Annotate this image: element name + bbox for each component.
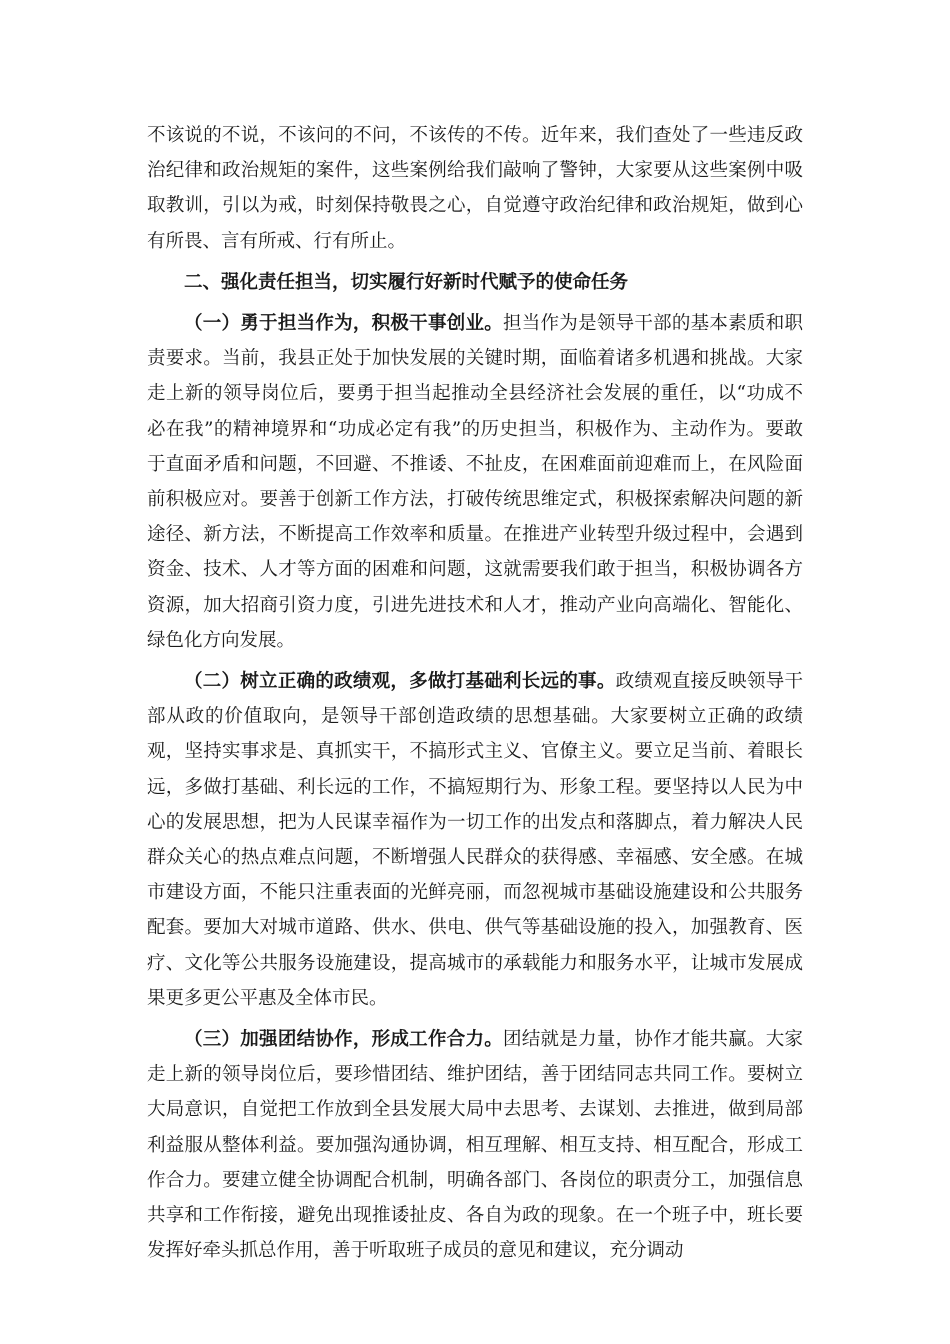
paragraph-intro: 不该说的不说，不该问的不问，不该传的不传。近年来，我们查处了一些违反政治纪律和政治规矩的案件，这些案例给我们敲响了警钟，大家要从这些案例中吸取教训，引以为戒，时刻保持敬畏之心，自觉遵守政治纪律和政治规矩，做到心有所畏、言有所戒、行有所止。 [147, 125, 803, 252]
item-2-heading: （二）树立正确的政绩观，多做打基础利长远的事。 [184, 671, 616, 693]
item-1-body: 担当作为是领导干部的基本素质和职责要求。当前，我县正处于加快发展的关键时期，面临着诸多机遇和挑战。大家走上新的领导岗位后，要勇于担当起推动全县经济社会发展的重任，以“功成不必在我”的精神境界和“功成必定有我”的历史担当，积极作为、主动作为。要敢于直面矛盾和问题，不回避、不推诿、不扯皮，在困难面前迎难而上，在风险面前积极应对。要善于创新工作方法，打破传统思维定式，积极探索解决问题的新途径、新方法，不断提高工作效率和质量。在推进产业转型升级过程中，会遇到资金、技术、人才等方面的困难和问题，这就需要我们敢于担当，积极协调各方资源，加大招商引资力度，引进先进技术和人才，推动产业向高端化、智能化、绿色化方向发展。 [147, 313, 803, 651]
item-3-heading: （三）加强团结协作，形成工作合力。 [184, 1029, 504, 1051]
item-1-heading: （一）勇于担当作为，积极干事创业。 [184, 313, 504, 335]
section-heading: 二、强化责任担当，切实履行好新时代赋予的使命任务 [184, 271, 629, 293]
paragraph-item-1 [147, 306, 803, 658]
document-page [147, 118, 803, 1269]
item-3-body: 团结就是力量，协作才能共赢。大家走上新的领导岗位后，要珍惜团结、维护团结，善于团结同志共同工作。要树立大局意识，自觉把工作放到全县发展大局中去思考、去谋划、去推进，做到局部利益服从整体利益。要加强沟通协调，相互理解、相互支持、相互配合，形成工作合力。要建立健全协调配合机制，明确各部门、各岗位的职责分工，加强信息共享和工作衔接，避免出现推诿扯皮、各自为政的现象。在一个班子中，班长要发挥好牵头抓总作用，善于听取班子成员的意见和建议，充分调动 [147, 1029, 803, 1262]
paragraph-item-3 [147, 1022, 803, 1268]
paragraph-item-2 [147, 664, 803, 1016]
item-2-body: 政绩观直接反映领导干部从政的价值取向，是领导干部创造政绩的思想基础。大家要树立正确的政绩观，坚持实事求是、真抓实干，不搞形式主义、官僚主义。要立足当前、着眼长远，多做打基础、利长远的工作，不搞短期行为、形象工程。要坚持以人民为中心的发展思想，把为人民谋幸福作为一切工作的出发点和落脚点，着力解决人民群众关心的热点难点问题，不断增强人民群众的获得感、幸福感、安全感。在城市建设方面，不能只注重表面的光鲜亮丽，而忽视城市基础设施建设和公共服务配套。要加大对城市道路、供水、供电、供气等基础设施的投入，加强教育、医疗、文化等公共服务设施建设，提高城市的承载能力和服务水平，让城市发展成果更多更公平惠及全体市民。 [147, 671, 803, 1009]
